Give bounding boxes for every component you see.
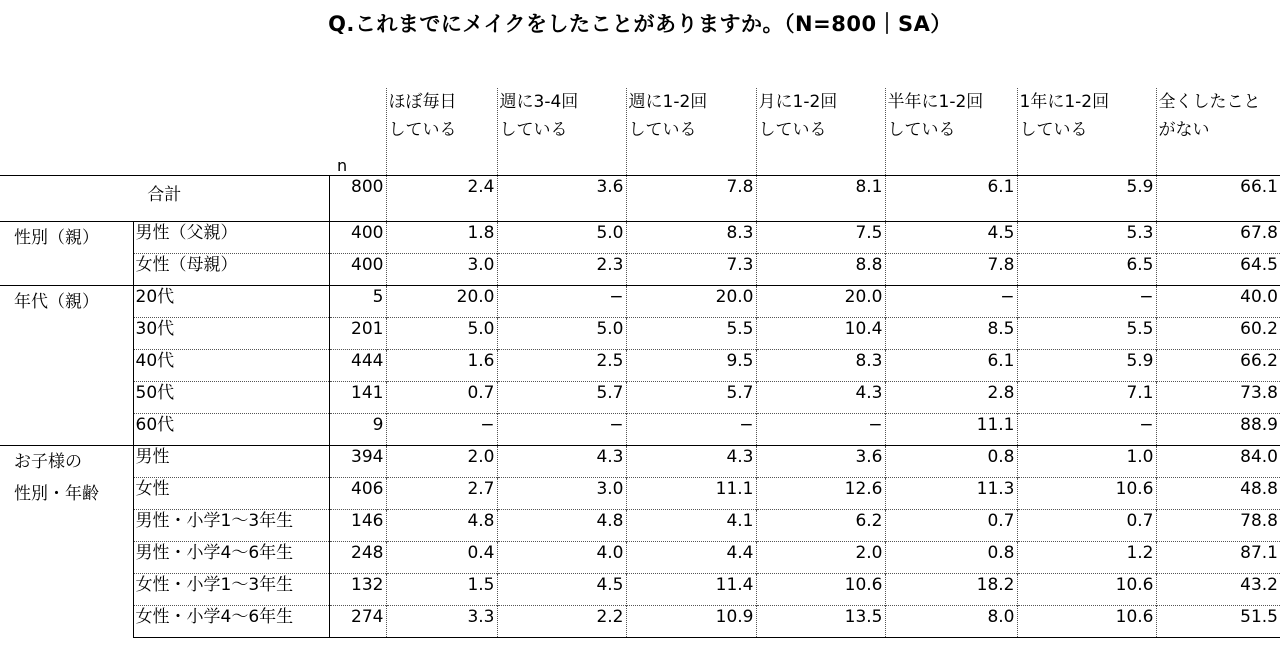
table-cell: 3.0 [386, 253, 497, 285]
column-header-line: している [499, 120, 568, 140]
table-cell: 1.5 [386, 573, 497, 605]
table-cell: 43.2 [1156, 573, 1280, 605]
n-value: 400 [329, 221, 386, 253]
table-cell: 10.6 [1017, 477, 1156, 509]
table-row [0, 253, 1280, 285]
column-header-line: 週に3-4回 [499, 92, 579, 112]
table-cell: 0.8 [885, 445, 1017, 477]
table-cell: 5.7 [497, 381, 626, 413]
table-row [0, 317, 1280, 349]
table-cell: 3.0 [497, 477, 626, 509]
row-label: 20代 [133, 285, 329, 317]
table-cell: 8.8 [756, 253, 885, 285]
table-cell: 4.5 [497, 573, 626, 605]
table-cell: 8.5 [885, 317, 1017, 349]
group-label [0, 285, 133, 445]
table-cell: 11.1 [626, 477, 756, 509]
table-cell: − [885, 285, 1017, 317]
table-cell: 4.1 [626, 509, 756, 541]
table-row [0, 349, 1280, 381]
table-cell: 5.5 [626, 317, 756, 349]
table-cell: 6.2 [756, 509, 885, 541]
table-cell: 3.3 [386, 605, 497, 637]
column-header-line: している [758, 120, 827, 140]
table-cell: 20.0 [386, 285, 497, 317]
table-row [0, 285, 1280, 317]
table-cell: 5.9 [1017, 175, 1156, 221]
column-header-line: 全くしたこと [1158, 92, 1261, 112]
group-label-line: お子様の [14, 451, 82, 472]
table-cell: 4.0 [497, 541, 626, 573]
row-label: 女性（母親） [133, 253, 329, 285]
row-label: 女性 [133, 477, 329, 509]
column-header-line: している [887, 120, 956, 140]
table-row [0, 413, 1280, 445]
table-cell: 8.3 [626, 221, 756, 253]
table-cell: 88.9 [1156, 413, 1280, 445]
table-cell: − [497, 413, 626, 445]
table-row [0, 541, 1280, 573]
table-cell: 2.0 [756, 541, 885, 573]
table-cell: 87.1 [1156, 541, 1280, 573]
n-value: 5 [329, 285, 386, 317]
table-cell: 7.8 [626, 175, 756, 221]
table-cell: 4.3 [626, 445, 756, 477]
table-cell: 2.2 [497, 605, 626, 637]
table-cell: 2.3 [497, 253, 626, 285]
table-cell: 5.3 [1017, 221, 1156, 253]
n-value: 146 [329, 509, 386, 541]
table-cell: 6.1 [885, 349, 1017, 381]
table-cell: 3.6 [756, 445, 885, 477]
n-value: 201 [329, 317, 386, 349]
table-cell: 0.4 [386, 541, 497, 573]
table-cell: 2.5 [497, 349, 626, 381]
n-value: 248 [329, 541, 386, 573]
table-cell: 3.6 [497, 175, 626, 221]
table-row [0, 221, 1280, 253]
table-cell: 0.7 [885, 509, 1017, 541]
table-cell: 5.0 [497, 221, 626, 253]
n-column-header: n [337, 155, 348, 175]
column-header-line: 半年に1-2回 [887, 92, 984, 112]
column-header-line: 1年に1-2回 [1019, 92, 1110, 112]
table-cell: 73.8 [1156, 381, 1280, 413]
column-header-line: がない [1158, 120, 1210, 140]
table-row [0, 445, 1280, 477]
table-cell: 10.6 [1017, 573, 1156, 605]
column-header [756, 88, 885, 175]
page-title: Q.これまでにメイクをしたことがありますか。（N=800｜SA） [328, 12, 952, 36]
table-row [0, 573, 1280, 605]
n-value: 274 [329, 605, 386, 637]
column-header [497, 88, 626, 175]
table-cell: 6.5 [1017, 253, 1156, 285]
table-cell: 5.0 [386, 317, 497, 349]
table-cell: 2.8 [885, 381, 1017, 413]
table-cell: 9.5 [626, 349, 756, 381]
table-cell: 5.5 [1017, 317, 1156, 349]
table-cell: 10.6 [1017, 605, 1156, 637]
group-label-line: 年代（親） [14, 291, 99, 312]
table-cell: 66.2 [1156, 349, 1280, 381]
survey-table [0, 88, 1280, 638]
group-label [0, 221, 133, 285]
table-cell: − [497, 285, 626, 317]
header-spacer [133, 88, 329, 175]
row-label: 30代 [133, 317, 329, 349]
n-value: 132 [329, 573, 386, 605]
column-header-line: 週に1-2回 [628, 92, 708, 112]
table-cell: 6.1 [885, 175, 1017, 221]
n-value: 406 [329, 477, 386, 509]
table-cell: 11.1 [885, 413, 1017, 445]
n-value: 9 [329, 413, 386, 445]
table-cell: 11.4 [626, 573, 756, 605]
table-cell: 8.3 [756, 349, 885, 381]
table-cell: 13.5 [756, 605, 885, 637]
table-cell: 5.9 [1017, 349, 1156, 381]
header-row [0, 88, 1280, 175]
table-cell: 4.8 [497, 509, 626, 541]
table-cell: 1.6 [386, 349, 497, 381]
table-cell: 7.1 [1017, 381, 1156, 413]
table-cell: 67.8 [1156, 221, 1280, 253]
row-label: 男性・小学4～6年生 [133, 541, 329, 573]
table-cell: 4.4 [626, 541, 756, 573]
table-cell: 0.8 [885, 541, 1017, 573]
header-spacer [0, 88, 133, 175]
table-cell: − [1017, 285, 1156, 317]
column-header [386, 88, 497, 175]
column-header [1017, 88, 1156, 175]
table-cell: 4.8 [386, 509, 497, 541]
row-label: 男性 [133, 445, 329, 477]
table-cell: 5.7 [626, 381, 756, 413]
row-label: 50代 [133, 381, 329, 413]
column-header-line: ほぼ毎日 [388, 92, 457, 112]
table-cell: − [626, 413, 756, 445]
row-label: 男性・小学1～3年生 [133, 509, 329, 541]
table-cell: 78.8 [1156, 509, 1280, 541]
group-label-line: 性別（親） [14, 227, 99, 248]
table-cell: 40.0 [1156, 285, 1280, 317]
table-cell: 0.7 [386, 381, 497, 413]
table-cell: 20.0 [626, 285, 756, 317]
table-cell: − [756, 413, 885, 445]
n-value: 400 [329, 253, 386, 285]
table-cell: − [386, 413, 497, 445]
row-label: 女性・小学4～6年生 [133, 605, 329, 637]
n-value: 394 [329, 445, 386, 477]
table-row [0, 605, 1280, 637]
group-label-line: 性別・年齢 [14, 483, 99, 504]
table-cell: 8.0 [885, 605, 1017, 637]
table-cell: 51.5 [1156, 605, 1280, 637]
column-header-line: 月に1-2回 [758, 92, 838, 112]
table-row [0, 509, 1280, 541]
table-cell: 7.5 [756, 221, 885, 253]
table-cell: 10.6 [756, 573, 885, 605]
table-cell: 1.8 [386, 221, 497, 253]
table-cell: 12.6 [756, 477, 885, 509]
column-header-line: している [388, 120, 457, 140]
table-cell: 1.0 [1017, 445, 1156, 477]
table-cell: 0.7 [1017, 509, 1156, 541]
table-row-total [0, 175, 1280, 221]
total-label: 合計 [0, 175, 329, 221]
column-header [1156, 88, 1280, 175]
table-cell: 10.4 [756, 317, 885, 349]
n-value: 800 [329, 175, 386, 221]
table-cell: 66.1 [1156, 175, 1280, 221]
n-value: 141 [329, 381, 386, 413]
table-cell: 5.0 [497, 317, 626, 349]
table-cell: 2.4 [386, 175, 497, 221]
table-cell: 4.3 [756, 381, 885, 413]
table-row [0, 477, 1280, 509]
table-cell: 84.0 [1156, 445, 1280, 477]
table-cell: 2.0 [386, 445, 497, 477]
n-value: 444 [329, 349, 386, 381]
table-cell: 2.7 [386, 477, 497, 509]
table-cell: 4.5 [885, 221, 1017, 253]
table-cell: 10.9 [626, 605, 756, 637]
table-cell: 60.2 [1156, 317, 1280, 349]
row-label: 男性（父親） [133, 221, 329, 253]
row-label: 60代 [133, 413, 329, 445]
row-label: 女性・小学1～3年生 [133, 573, 329, 605]
table-cell: 7.8 [885, 253, 1017, 285]
table-cell: 48.8 [1156, 477, 1280, 509]
table-cell: − [1017, 413, 1156, 445]
group-label [0, 445, 133, 637]
table-cell: 8.1 [756, 175, 885, 221]
table-cell: 64.5 [1156, 253, 1280, 285]
column-header [626, 88, 756, 175]
column-header-line: している [628, 120, 697, 140]
table-cell: 1.2 [1017, 541, 1156, 573]
table-cell: 18.2 [885, 573, 1017, 605]
column-header [885, 88, 1017, 175]
row-label: 40代 [133, 349, 329, 381]
table-cell: 7.3 [626, 253, 756, 285]
column-header-line: している [1019, 120, 1088, 140]
table-cell: 4.3 [497, 445, 626, 477]
table-cell: 11.3 [885, 477, 1017, 509]
table-cell: 20.0 [756, 285, 885, 317]
table-row [0, 381, 1280, 413]
